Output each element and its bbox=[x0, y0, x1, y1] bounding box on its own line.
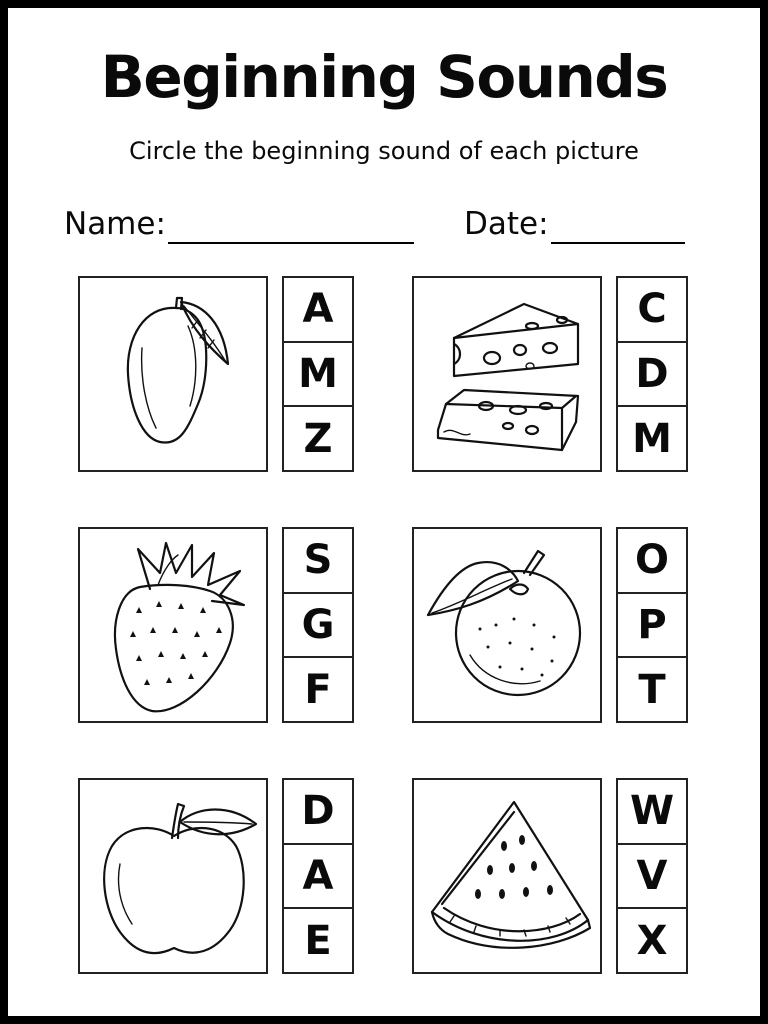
choice-letter[interactable]: A bbox=[284, 278, 352, 343]
choice-letter[interactable]: V bbox=[618, 845, 686, 910]
strawberry-picture-box bbox=[78, 527, 268, 723]
choice-letter[interactable]: F bbox=[304, 666, 332, 713]
orange-icon bbox=[414, 529, 600, 721]
cheese-picture-box bbox=[412, 276, 602, 472]
choice-letter[interactable]: X bbox=[636, 917, 668, 964]
apple-icon bbox=[80, 780, 266, 972]
apple-picture-box bbox=[78, 778, 268, 974]
date-label: Date: bbox=[464, 206, 549, 242]
choice-letter[interactable]: M bbox=[284, 343, 352, 408]
mango-icon bbox=[80, 278, 266, 470]
name-line[interactable] bbox=[168, 212, 414, 244]
orange-picture-box bbox=[412, 527, 602, 723]
strawberry-icon bbox=[80, 529, 266, 721]
choice-letter[interactable]: C bbox=[618, 278, 686, 343]
choice-letter[interactable]: A bbox=[284, 845, 352, 910]
mango-choices bbox=[282, 276, 354, 472]
cheese-choices bbox=[616, 276, 688, 472]
choice-letter[interactable]: G bbox=[284, 594, 352, 659]
date-line[interactable] bbox=[551, 212, 685, 244]
choice-letter[interactable]: O bbox=[618, 529, 686, 594]
watermelon-choices bbox=[616, 778, 688, 974]
name-field[interactable] bbox=[64, 204, 414, 244]
choice-letter[interactable]: S bbox=[284, 529, 352, 594]
watermelon-icon bbox=[414, 780, 600, 972]
mango-picture-box bbox=[78, 276, 268, 472]
cheese-icon bbox=[414, 278, 600, 470]
worksheet-title: Beginning Sounds bbox=[100, 43, 668, 111]
strawberry-choices bbox=[282, 527, 354, 723]
choice-letter[interactable]: D bbox=[618, 343, 686, 408]
choice-letter[interactable]: T bbox=[638, 666, 666, 713]
apple-choices bbox=[282, 778, 354, 974]
choice-letter[interactable]: E bbox=[304, 917, 332, 964]
watermelon-picture-box bbox=[412, 778, 602, 974]
orange-choices bbox=[616, 527, 688, 723]
worksheet-instructions: Circle the beginning sound of each picture bbox=[129, 137, 639, 165]
name-label: Name: bbox=[64, 206, 166, 242]
choice-letter[interactable]: P bbox=[618, 594, 686, 659]
choice-letter[interactable]: D bbox=[284, 780, 352, 845]
choice-letter[interactable]: Z bbox=[303, 415, 333, 462]
choice-letter[interactable]: W bbox=[618, 780, 686, 845]
choice-letter[interactable]: M bbox=[632, 415, 672, 462]
date-field[interactable] bbox=[464, 204, 685, 244]
